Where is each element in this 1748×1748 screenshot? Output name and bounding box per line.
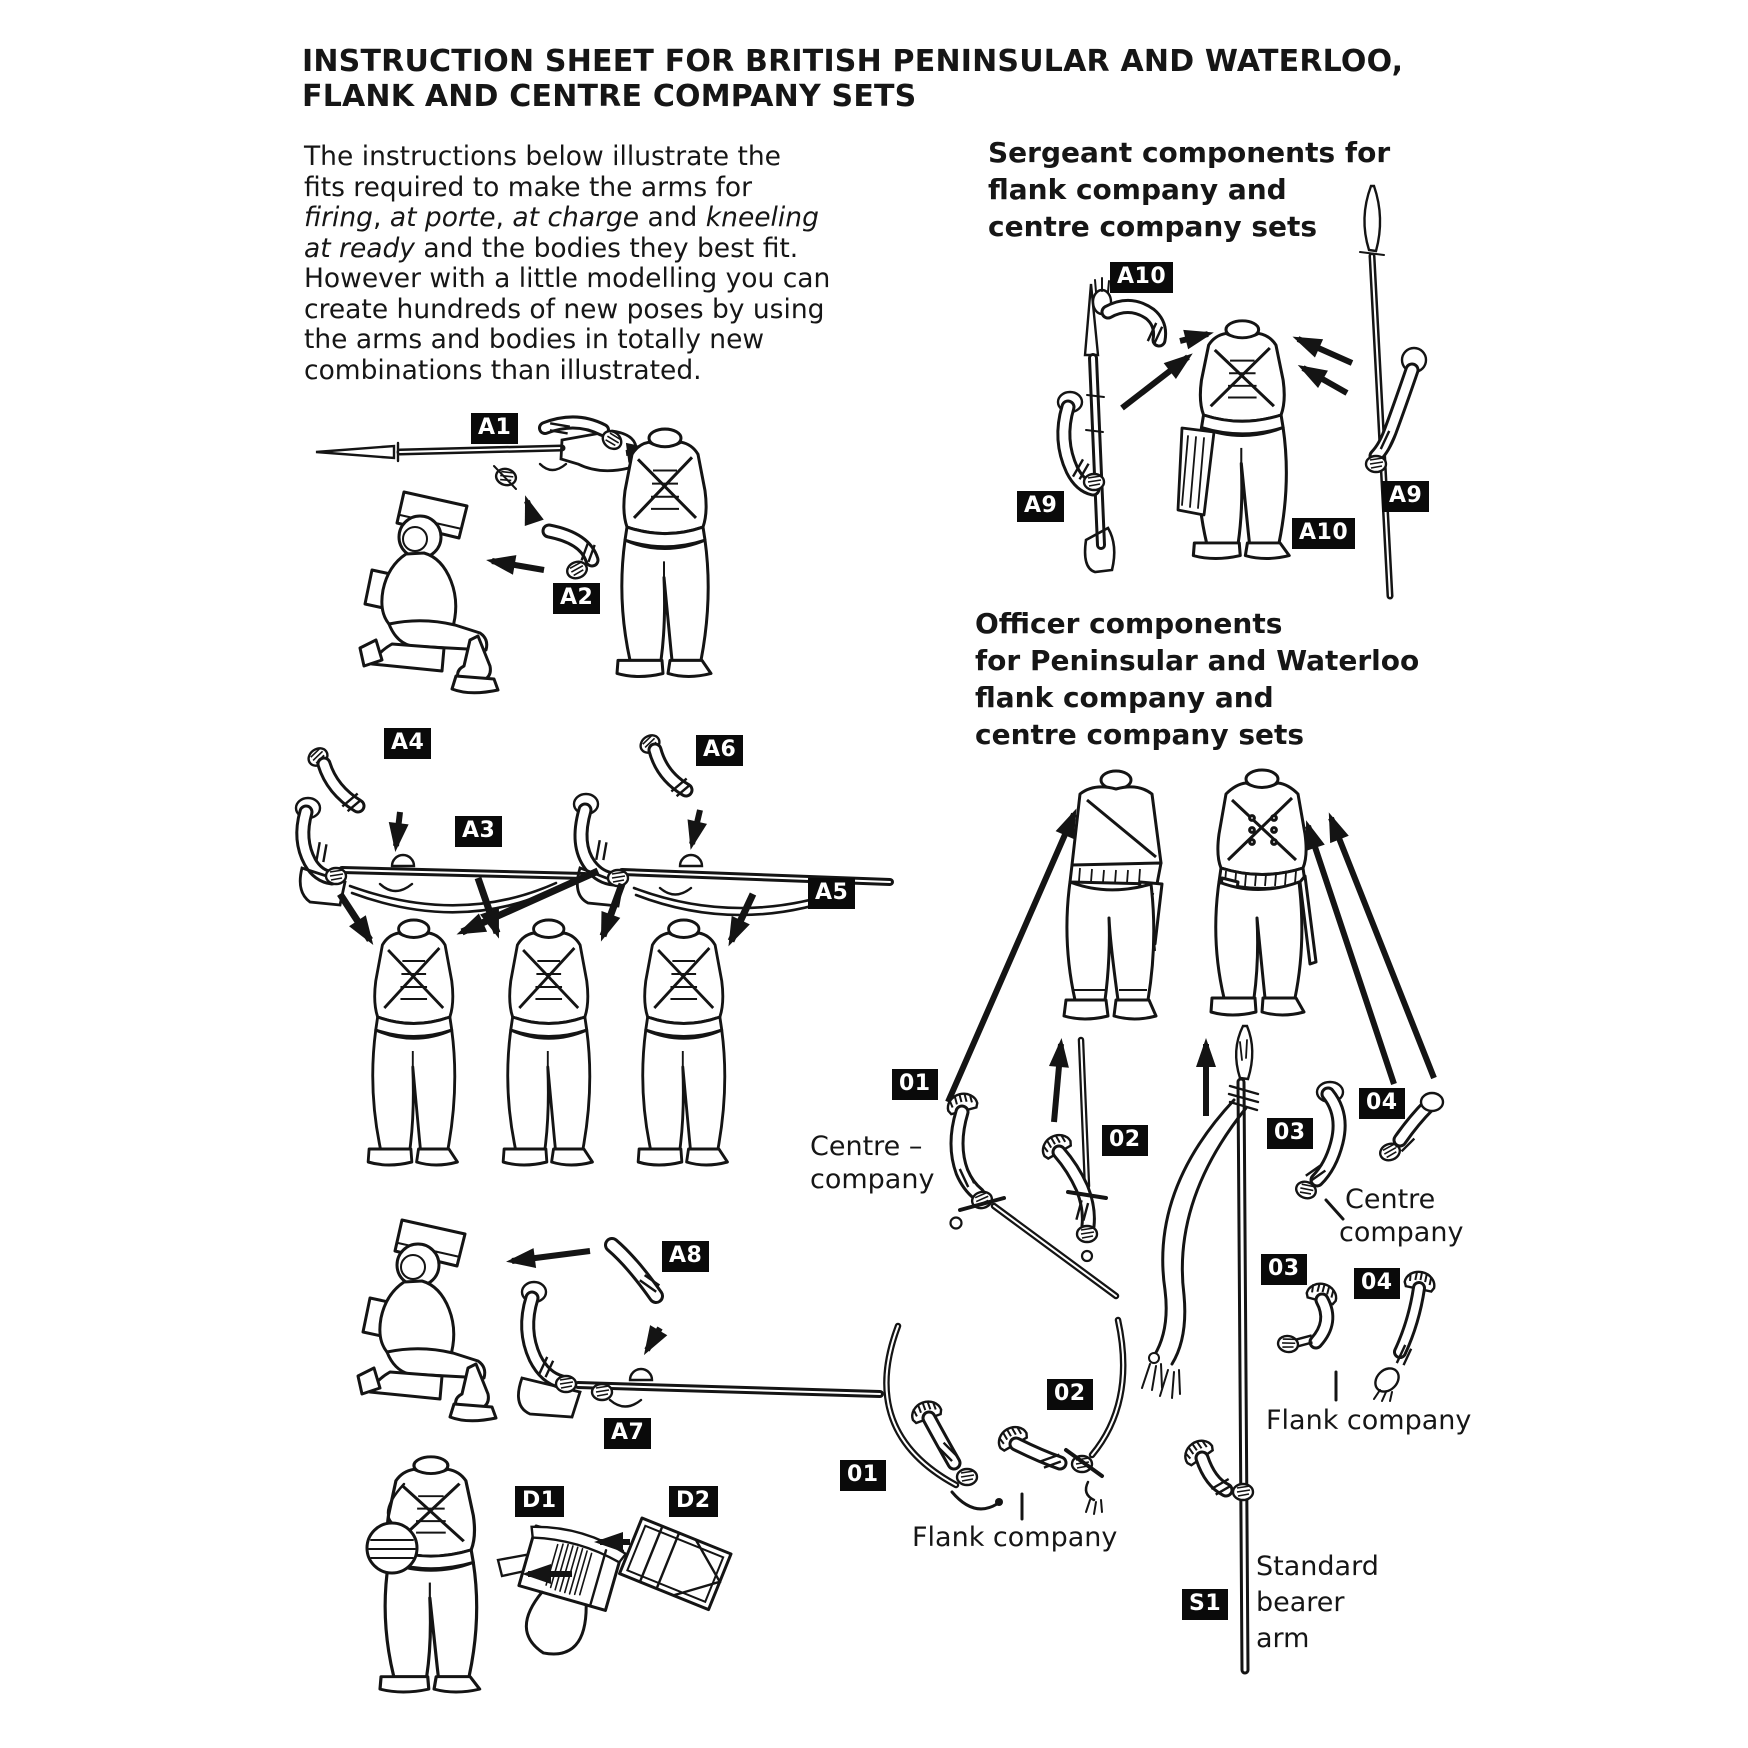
part-label-01-top: 01 [892, 1069, 938, 1100]
officer-body-left [1064, 771, 1162, 1019]
part-label-a10-top: A10 [1110, 262, 1173, 293]
part-label-04-bottom: 04 [1354, 1268, 1400, 1299]
officer-section-heading: Officer components for Peninsular and Waterloo flank company and centre company sets [975, 607, 1420, 751]
standard-pole-group [1142, 1026, 1258, 1670]
a6-arm-drawing [637, 732, 700, 844]
part-label-s1: S1 [1182, 1589, 1228, 1620]
intro-line: at ready and the bodies they best fit. [304, 232, 799, 264]
officer-body-right [1211, 770, 1316, 1015]
officer-arm-01-flank [886, 1326, 1003, 1509]
part-label-d2: D2 [669, 1486, 718, 1517]
part-label-a7: A7 [604, 1418, 651, 1449]
intro-line: the arms and bodies in totally new [304, 324, 765, 355]
a2-arm-drawing [492, 501, 595, 581]
page-title [302, 44, 1403, 114]
intro-line: create hundreds of new poses by using [304, 293, 825, 325]
part-label-d1: D1 [515, 1486, 564, 1517]
intro-line: The instructions below illustrate the [304, 141, 781, 172]
part-label-01-bottom: 01 [840, 1460, 886, 1491]
part-label-a6: A6 [696, 735, 743, 766]
part-label-a5: A5 [808, 878, 855, 909]
officer-arm-02-centre [1038, 1040, 1106, 1261]
part-label-a9-left: A9 [1017, 491, 1064, 522]
caption-flank-company-bottom: Flank company [912, 1522, 1118, 1553]
caption-standard-bearer-arm: Standard bearer arm [1256, 1551, 1379, 1654]
part-label-a2: A2 [553, 583, 600, 614]
kneeling-figure-1 [360, 492, 498, 693]
intro-line: combinations than illustrated. [304, 354, 702, 386]
body-centre-2 [503, 920, 592, 1165]
a7-musket-arm-drawing [518, 1282, 880, 1417]
part-label-03-bottom: 03 [1261, 1254, 1307, 1285]
page-title-line1: INSTRUCTION SHEET FOR BRITISH PENINSULAR AND WATERLOO, [302, 44, 1404, 79]
standing-body-1 [617, 429, 711, 676]
officer-arm-03-flank [1277, 1279, 1340, 1353]
intro-line: fits required to make the arms for [304, 171, 753, 203]
intro-line: However with a little modelling you can [304, 263, 831, 294]
part-label-02-top: 02 [1102, 1125, 1148, 1156]
intro-line: firing, at porte, at charge and kneeling [304, 202, 819, 233]
caption-centre-company-left: Centre – company [810, 1131, 935, 1195]
officer-arm-02-flank [994, 1320, 1124, 1514]
part-label-04-top: 04 [1359, 1088, 1405, 1119]
kneeling-figure-2 [358, 1220, 496, 1421]
intro-paragraph [304, 142, 830, 386]
sergeant-musket-arm [1058, 284, 1188, 572]
part-label-a3: A3 [455, 816, 502, 847]
caption-flank-company-mid: Flank company [1266, 1405, 1472, 1436]
page-title-line2: FLANK AND CENTRE COMPANY SETS [302, 79, 917, 114]
part-label-02-bottom: 02 [1047, 1379, 1093, 1410]
a4-arm-drawing [305, 745, 400, 846]
caption-centre-company-right: Centre company [1339, 1184, 1464, 1248]
sergeant-section-heading: Sergeant components for flank company and centre company sets [988, 136, 1391, 243]
part-label-a10-bottom: A10 [1292, 518, 1355, 549]
part-label-03-top: 03 [1267, 1118, 1313, 1149]
sergeant-body [1178, 321, 1289, 559]
part-label-a1: A1 [471, 413, 518, 444]
body-centre-3 [638, 920, 727, 1165]
part-label-a9-right: A9 [1382, 481, 1429, 512]
officer-arrows [948, 814, 1434, 1122]
part-label-a4: A4 [384, 728, 431, 759]
body-centre-1 [368, 920, 457, 1165]
d2-pack [620, 1518, 731, 1610]
part-label-a8: A8 [662, 1241, 709, 1272]
